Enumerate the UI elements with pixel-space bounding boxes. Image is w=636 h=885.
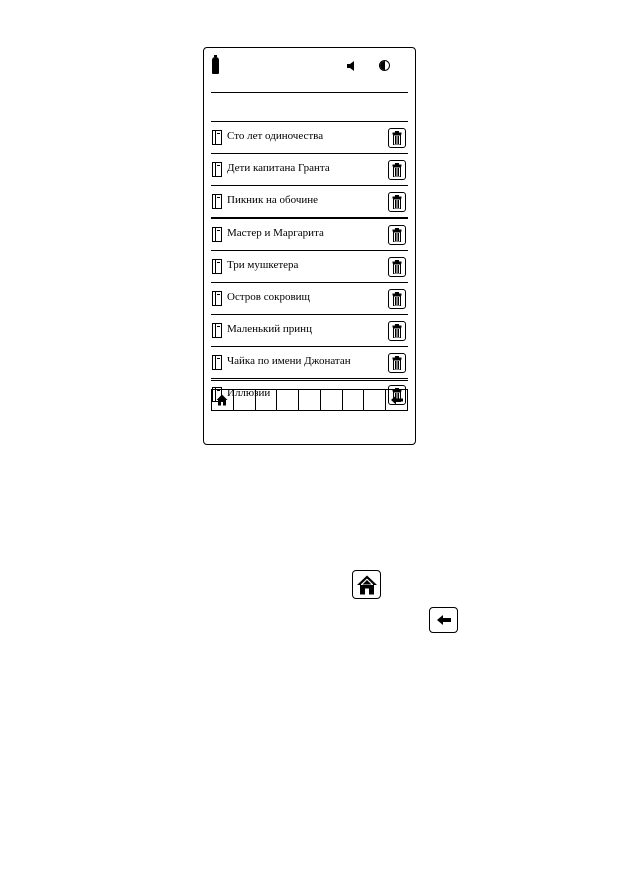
book-icon — [212, 162, 222, 177]
e-reader-screen — [203, 47, 416, 445]
toolbar-slot[interactable] — [321, 390, 343, 410]
trash-icon — [392, 292, 402, 306]
book-list-item[interactable] — [211, 219, 408, 251]
book-icon — [212, 355, 222, 370]
toolbar-slot[interactable] — [364, 390, 386, 410]
trash-icon — [392, 163, 402, 177]
contrast-icon[interactable] — [379, 60, 390, 71]
book-icon — [212, 130, 222, 145]
book-icon — [212, 259, 222, 274]
delete-book-button[interactable] — [388, 353, 406, 373]
footer-divider — [211, 380, 408, 381]
delete-book-button[interactable] — [388, 128, 406, 148]
toolbar-slot[interactable] — [343, 390, 365, 410]
home-icon — [216, 394, 228, 406]
book-list-item[interactable] — [211, 315, 408, 347]
trash-icon — [392, 131, 402, 145]
toolbar-slot[interactable] — [277, 390, 299, 410]
trash-icon — [392, 324, 402, 338]
legend-back-button — [429, 607, 458, 633]
book-list-item[interactable] — [211, 154, 408, 186]
toolbar-slot[interactable] — [234, 390, 256, 410]
back-arrow-icon — [437, 615, 451, 625]
battery-icon — [212, 57, 219, 74]
book-title: Мастер и Маргарита — [227, 227, 324, 239]
toolbar-home-button[interactable] — [212, 390, 234, 410]
toolbar-slot[interactable] — [299, 390, 321, 410]
legend-home-button — [352, 570, 381, 599]
status-bar — [204, 48, 415, 82]
book-title: Иллюзии — [227, 387, 271, 399]
book-icon — [212, 291, 222, 306]
delete-book-button[interactable] — [388, 225, 406, 245]
book-title: Сто лет одиночества — [227, 130, 324, 142]
trash-icon — [392, 260, 402, 274]
book-title: Чайка по имени Джонатан — [227, 355, 351, 367]
header-divider — [211, 92, 408, 93]
toolbar-slot[interactable] — [256, 390, 278, 410]
delete-book-button[interactable] — [388, 257, 406, 277]
book-title: Остров сокровищ — [227, 291, 310, 303]
book-title: Пикник на обочине — [227, 194, 319, 206]
trash-icon — [392, 356, 402, 370]
delete-book-button[interactable] — [388, 321, 406, 341]
book-title: Дети капитана Гранта — [227, 162, 330, 174]
toolbar — [211, 389, 408, 411]
book-icon — [212, 227, 222, 242]
book-list-item[interactable] — [211, 251, 408, 283]
book-icon — [212, 194, 222, 209]
book-title: Маленький принц — [227, 323, 312, 335]
book-list-item[interactable] — [211, 186, 408, 219]
book-list-item[interactable] — [211, 283, 408, 315]
delete-book-button[interactable] — [388, 289, 406, 309]
toolbar-back-button[interactable] — [386, 390, 407, 410]
book-list-item[interactable] — [211, 122, 408, 154]
delete-book-button[interactable] — [388, 160, 406, 180]
delete-book-button[interactable] — [388, 192, 406, 212]
book-title: Три мушкетера — [227, 259, 299, 271]
trash-icon — [392, 195, 402, 209]
trash-icon — [392, 228, 402, 242]
book-list — [211, 121, 408, 411]
back-arrow-icon — [391, 396, 403, 405]
book-list-item[interactable] — [211, 347, 408, 379]
book-icon — [212, 323, 222, 338]
speaker-icon[interactable] — [346, 61, 356, 71]
home-icon — [356, 574, 378, 595]
